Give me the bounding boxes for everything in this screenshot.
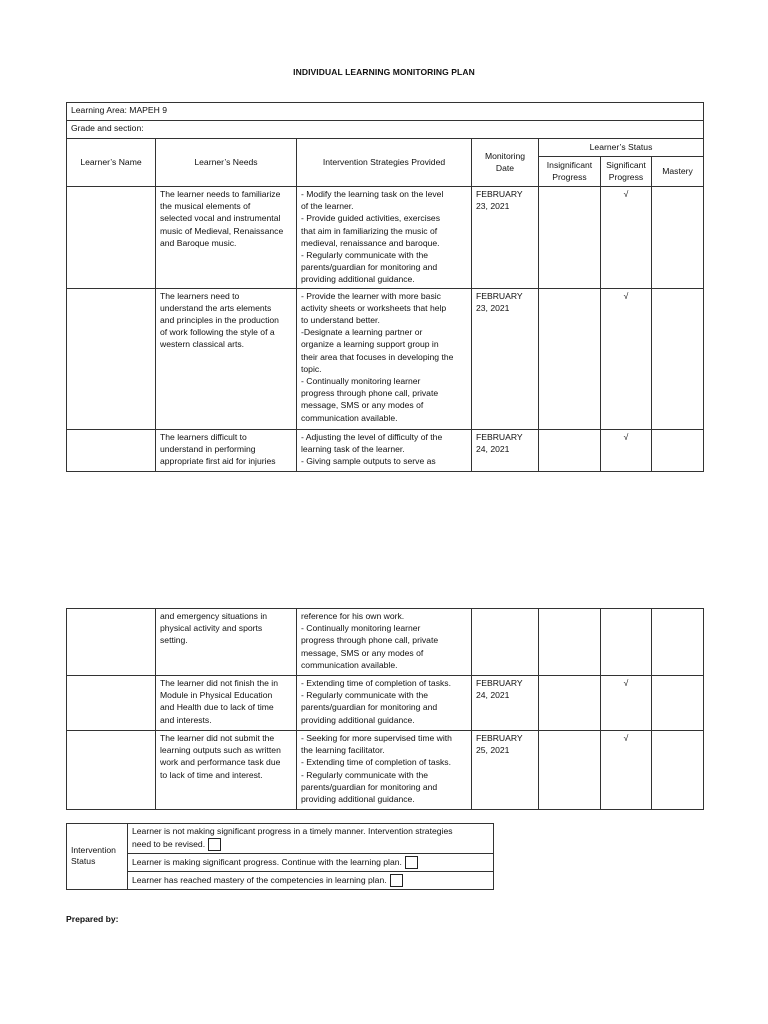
significant-progress-cell: √ [601,731,652,810]
status-option-continue-text: Learner is making significant progress. Continue with the learning plan. [132,856,402,867]
prepared-by-label: Prepared by: [66,914,119,924]
strategy-line: the learning facilitator. [301,745,385,756]
monitoring-date-cell [472,609,539,676]
status-option-continue [128,853,494,871]
needs-line: Module in Physical Education [160,690,273,701]
needs-line: setting. [160,635,188,646]
learner-needs-cell [156,676,297,731]
monitoring-date-cell [472,731,539,810]
header-insignificant-line1: Insignificant [546,159,593,170]
table-row [67,676,704,731]
learner-needs-cell [156,731,297,810]
needs-line: The learner did not submit the [160,733,275,743]
header-insignificant-line2: Progress [552,172,587,182]
header-monitoring-date [472,139,539,187]
strategy-line: activity sheets or worksheets that help [301,302,447,313]
status-option-revise [128,824,494,854]
strategy-line: parents/guardian for monitoring and [301,702,438,713]
strategy-line: - Extending time of completion of tasks. [301,678,451,688]
monitoring-date-cell [472,288,539,429]
strategy-line: - Provide guided activities, exercises [301,213,440,224]
strategy-line: - Regularly communicate with the [301,769,429,780]
status-option-revise-line2: need to be revised. [132,838,206,849]
strategy-line: reference for his own work. [301,611,405,621]
strategy-line: providing additional guidance. [301,714,415,725]
strategy-line: - Extending time of completion of tasks. [301,757,451,768]
insignificant-progress-cell [539,288,601,429]
mastery-cell [652,429,704,471]
table-row [67,288,704,429]
learner-needs-cell [156,288,297,429]
mastery-cell [652,676,704,731]
monitoring-date-cell [472,676,539,731]
significant-progress-cell: √ [601,676,652,731]
header-significant-line1: Significant [606,159,646,170]
learner-name-cell [67,187,156,289]
insignificant-progress-cell [539,609,601,676]
significant-progress-cell: √ [601,187,652,289]
status-checkbox-mastery[interactable] [390,874,403,887]
strategy-line: their area that focuses in developing the [301,351,454,362]
needs-line: selected vocal and instrumental [160,213,281,224]
learner-name-cell [67,288,156,429]
needs-line: music of Medieval, Renaissance [160,225,284,236]
date-line: 23, 2021 [476,201,510,212]
header-significant-progress [601,157,652,187]
intervention-strategies-cell [297,609,472,676]
strategy-line: of the learner. [301,201,354,212]
status-option-revise-line1: Learner is not making significant progress in a timely manner. Intervention strategies [132,826,453,836]
status-option-mastery-text: Learner has reached mastery of the competencies in learning plan. [132,874,387,885]
learner-name-cell [67,731,156,810]
strategy-line: progress through phone call, private [301,635,439,646]
strategy-line: learning task of the learner. [301,443,405,454]
strategy-line: - Adjusting the level of difficulty of the [301,431,443,442]
date-line: FEBRUARY [476,290,523,301]
date-line: 24, 2021 [476,690,510,701]
needs-line: work and performance task due [160,757,281,768]
main-table-body [67,187,704,472]
strategy-line: progress through phone call, private [301,388,439,399]
needs-line: The learners need to [160,290,240,301]
table-row [67,731,704,810]
learning-area: Learning Area: MAPEH 9 [67,103,704,121]
needs-line: appropriate first aid for injuries [160,456,276,467]
strategy-line: providing additional guidance. [301,794,415,805]
table-row [67,609,704,676]
strategy-line: - Giving sample outputs to serve as [301,456,436,467]
insignificant-progress-cell [539,187,601,289]
needs-line: learning outputs such as written [160,745,281,756]
monitoring-date-cell [472,187,539,289]
strategy-line: providing additional guidance. [301,274,415,285]
needs-line: physical activity and sports [160,623,263,634]
mastery-cell [652,187,704,289]
strategy-line: - Seeking for more supervised time with [301,733,452,743]
intervention-status-label [67,824,128,890]
header-monitoring-date-line1: Monitoring [484,150,526,161]
strategy-line: parents/guardian for monitoring and [301,781,438,792]
insignificant-progress-cell [539,676,601,731]
strategy-line: communication available. [301,659,398,670]
mastery-cell [652,609,704,676]
needs-line: understand the arts elements [160,302,272,313]
needs-line: The learner did not finish the in [160,678,278,688]
needs-line: and principles in the production [160,315,279,326]
learner-name-cell [67,676,156,731]
strategy-line: - Continually monitoring learner [301,623,421,634]
intervention-status-label-line1: Intervention [71,844,116,855]
needs-line: western classical arts. [160,339,245,350]
intervention-status-table [66,823,494,890]
needs-line: the musical elements of [160,201,251,212]
intervention-strategies-cell [297,676,472,731]
date-line: 24, 2021 [476,443,510,454]
learner-needs-cell [156,429,297,471]
intervention-status-label-line2: Status [71,856,96,867]
learner-name-cell [67,609,156,676]
strategy-line: -Designate a learning partner or [301,327,423,338]
header-insignificant-progress [539,157,601,187]
date-line: 25, 2021 [476,745,510,756]
needs-line: to lack of time and interest. [160,769,263,780]
needs-line: and interests. [160,714,212,725]
strategy-line: - Regularly communicate with the [301,690,429,701]
header-learner-name: Learner’s Name [67,139,156,187]
needs-line: and Baroque music. [160,237,237,248]
learner-needs-cell [156,609,297,676]
header-significant-line2: Progress [608,172,644,182]
strategy-line: that aim in familiarizing the music of [301,225,438,236]
mastery-cell [652,288,704,429]
grade-and-section: Grade and section: [67,121,704,139]
strategy-line: communication available. [301,412,398,423]
strategy-line: - Provide the learner with more basic [301,290,441,301]
learner-name-cell [67,429,156,471]
table-row [67,429,704,471]
monitoring-date-cell [472,429,539,471]
needs-line: of work following the style of a [160,327,275,338]
intervention-strategies-cell [297,288,472,429]
significant-progress-cell: √ [601,429,652,471]
date-line: FEBRUARY [476,189,523,199]
strategy-line: message, SMS or any modes of [301,647,424,658]
insignificant-progress-cell [539,731,601,810]
strategy-line: - Regularly communicate with the [301,250,429,261]
document-title: INDIVIDUAL LEARNING MONITORING PLAN [293,67,475,77]
monitoring-plan-table [66,102,704,472]
header-learner-status: Learner’s Status [539,139,704,157]
date-line: FEBRUARY [476,678,523,688]
needs-line: and Health due to lack of time [160,702,274,713]
strategy-line: message, SMS or any modes of [301,400,424,411]
status-option-mastery [128,871,494,889]
strategy-line: - Modify the learning task on the level [301,189,444,199]
insignificant-progress-cell [539,429,601,471]
strategy-line: organize a learning support group in [301,339,439,350]
header-mastery: Mastery [652,157,704,187]
strategy-line: medieval, renaissance and baroque. [301,237,440,248]
date-line: FEBRUARY [476,431,523,442]
needs-line: The learner needs to familiarize [160,189,281,199]
continued-table-body [67,609,704,810]
strategy-line: - Continually monitoring learner [301,376,421,387]
needs-line: understand in performing [160,443,256,454]
continued-table [66,608,704,810]
date-line: FEBRUARY [476,733,523,743]
date-line: 23, 2021 [476,302,510,313]
header-intervention-strategies: Intervention Strategies Provided [297,139,472,187]
intervention-strategies-cell [297,187,472,289]
intervention-strategies-cell [297,731,472,810]
strategy-line: parents/guardian for monitoring and [301,262,438,273]
header-monitoring-date-line2: Date [495,163,515,173]
table-row [67,187,704,289]
learner-needs-cell [156,187,297,289]
mastery-cell [652,731,704,810]
status-checkbox-revise[interactable] [208,838,221,851]
strategy-line: to understand better. [301,315,380,326]
intervention-strategies-cell [297,429,472,471]
needs-line: The learners difficult to [160,431,247,442]
header-learner-needs: Learner’s Needs [156,139,297,187]
status-checkbox-continue[interactable] [405,856,418,869]
strategy-line: topic. [301,363,322,374]
needs-line: and emergency situations in [160,611,268,621]
significant-progress-cell: √ [601,288,652,429]
significant-progress-cell [601,609,652,676]
